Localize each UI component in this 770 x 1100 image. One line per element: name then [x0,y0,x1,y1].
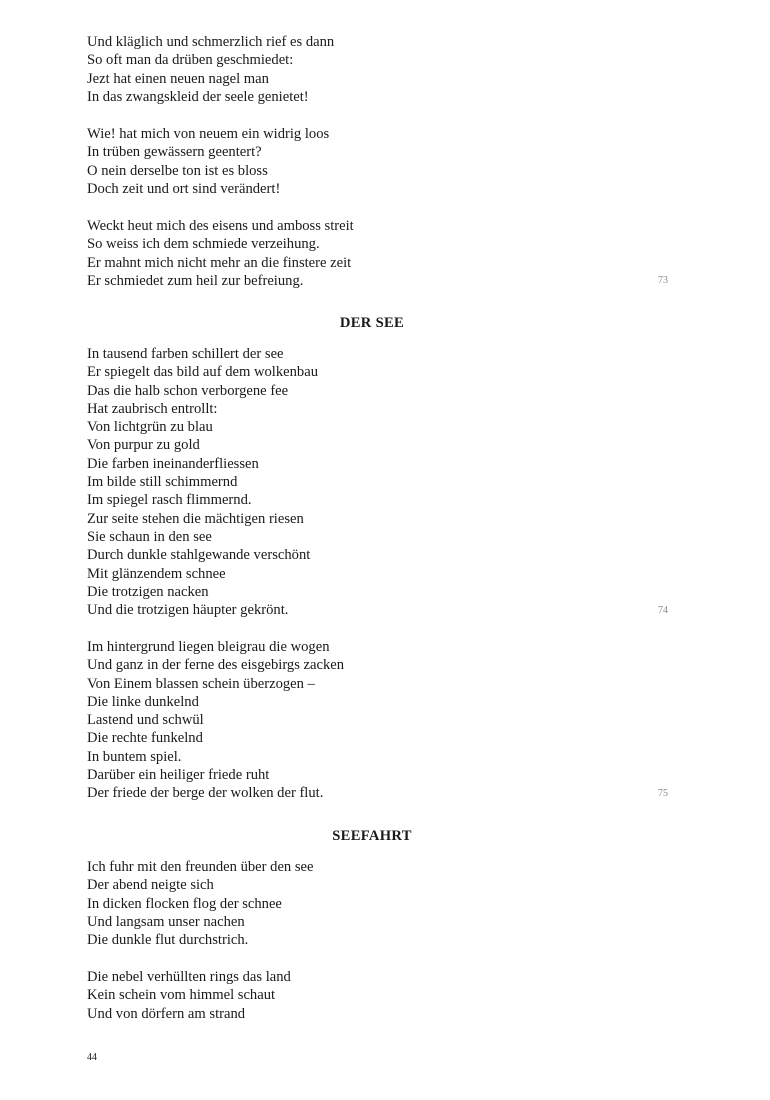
verse-line: Zur seite stehen die mächtigen riesen [87,510,304,527]
verse-line: Im spiegel rasch flimmernd. [87,492,252,509]
verse-line: Weckt heut mich des eisens und amboss streit [87,218,354,234]
line-number-73: 73 [658,275,668,286]
poem-title-der-see: DER SEE [339,315,405,331]
verse-line: Jezt hat einen neuen nagel man [87,70,269,87]
verse-line: Von lichtgrün zu blau [87,419,213,436]
see-stanza-1 [87,345,657,619]
verse-line: Die linke dunkelnd [87,693,199,710]
verse-line: Und kläglich und schmerzlich rief es dann [87,34,335,50]
stanza-2 [87,125,657,198]
verse-line: O nein derselbe ton ist es bloss [87,162,268,179]
verse-line: Im hintergrund liegen bleigrau die wogen [87,639,330,655]
verse-line: So weiss ich dem schmiede verzeihung. [87,236,320,253]
seefahrt-stanza-2 [87,968,657,1023]
verse-line: Er spiegelt das bild auf dem wolkenbau [87,364,319,381]
page-number: 44 [87,1052,97,1063]
verse-line: Kein schein vom himmel schaut [87,987,276,1004]
verse-line: So oft man da drüben geschmiedet: [87,52,294,69]
verse-line: Wie! hat mich von neuem ein widrig loos [87,126,330,142]
verse-line: Das die halb schon verborgene fee [87,382,289,399]
verse-line: Und von dörfern am strand [87,1005,246,1022]
verse-line: In das zwangskleid der seele genietet! [87,88,309,105]
verse-line: In tausend farben schillert der see [87,346,284,362]
verse-line: Von Einem blassen schein überzogen – [87,675,315,692]
verse-line: In trüben gewässern geentert? [87,144,262,161]
verse-line: Ich fuhr mit den freunden über den see [87,859,314,875]
verse-line: In dicken flocken flog der schnee [87,895,282,912]
line-number-75: 75 [658,788,668,799]
see-stanza-2 [87,638,657,803]
verse-line: Er schmiedet zum heil zur befreiung. [87,272,304,289]
verse-line: Sie schaun in den see [87,528,212,545]
verse-line: Der friede der berge der wolken der flut. [87,785,324,802]
verse-line: Die trotzigen nacken [87,583,209,600]
line-number-74: 74 [658,605,668,616]
seefahrt-stanza-1 [87,858,657,949]
verse-line: Der abend neigte sich [87,877,214,894]
verse-line: Die nebel verhüllten rings das land [87,969,291,985]
verse-line: Lastend und schwül [87,712,204,729]
poem-title-seefahrt: SEEFAHRT [332,828,412,844]
verse-line: Hat zaubrisch entrollt: [87,400,218,417]
stanza-1 [87,33,657,106]
verse-line: Durch dunkle stahlgewande verschönt [87,547,311,564]
verse-line: In buntem spiel. [87,748,182,765]
verse-line: Im bilde still schimmernd [87,474,238,491]
verse-line: Und die trotzigen häupter gekrönt. [87,602,289,619]
verse-line: Und ganz in der ferne des eisgebirgs zacken [87,657,345,674]
stanza-3 [87,217,657,290]
verse-line: Die rechte funkelnd [87,730,203,747]
verse-line: Darüber ein heiliger friede ruht [87,767,270,784]
verse-line: Und langsam unser nachen [87,913,245,930]
verse-line: Mit glänzendem schnee [87,565,226,582]
verse-line: Die farben ineinanderfliessen [87,455,259,472]
verse-line: Er mahnt mich nicht mehr an die finstere zeit [87,254,352,271]
verse-line: Von purpur zu gold [87,437,200,454]
verse-line: Die dunkle flut durchstrich. [87,932,249,949]
verse-line: Doch zeit und ort sind verändert! [87,180,281,197]
